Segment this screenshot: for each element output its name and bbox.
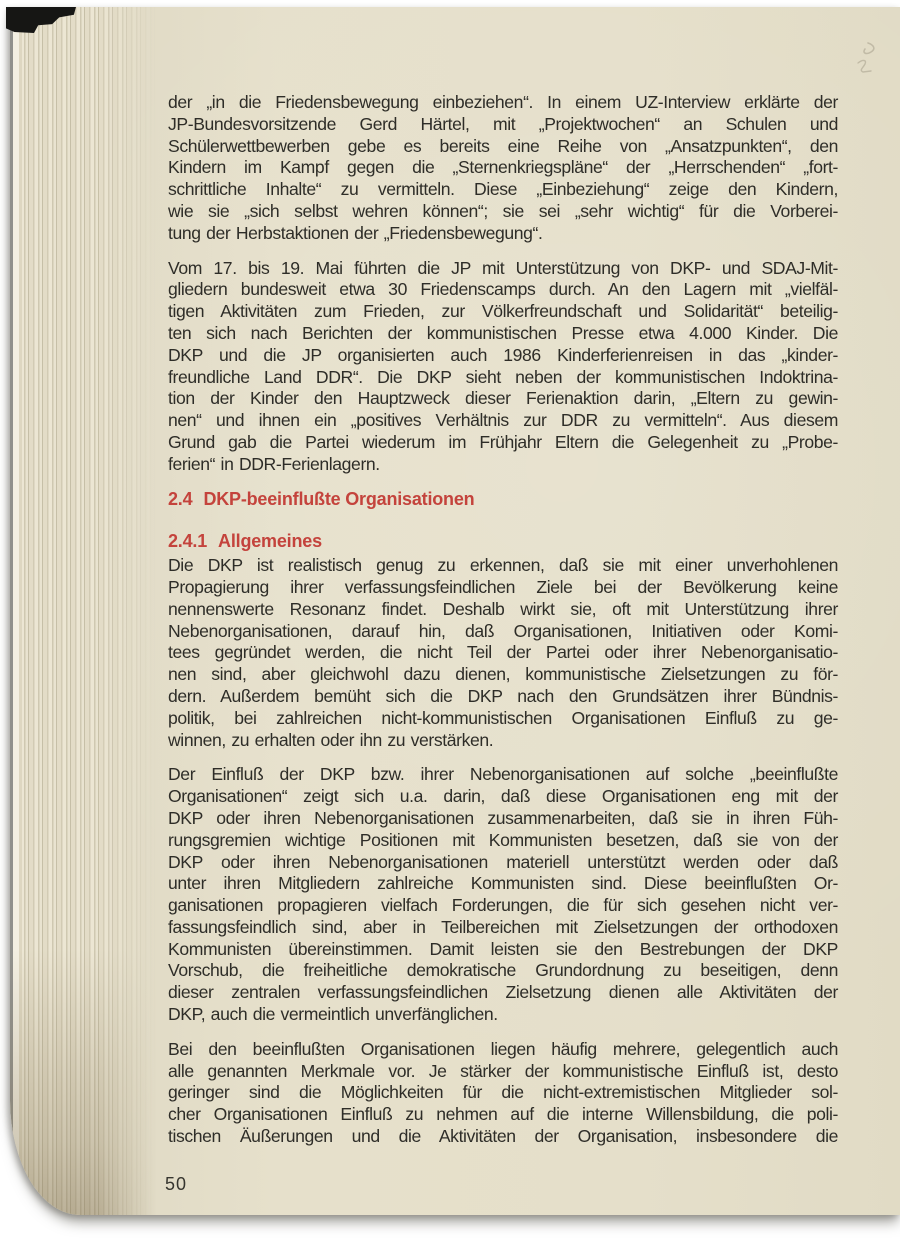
text-line: Bei den beeinflußten Organisationen liegen häufig mehrere, gelegentlich auch <box>168 1038 838 1059</box>
text-line: tees gegründet werden, die nicht Teil der Partei oder ihrer Nebenorganisatio- <box>168 642 838 663</box>
text-line: gliedern bundesweit etwa 30 Friedenscamps durch. An den Lagern mit „vielfäl- <box>168 279 838 300</box>
text-line: Die DKP ist realistisch genug zu erkennen, daß sie mit einer unverhohlenen <box>168 555 838 576</box>
text-line: unter ihren Mitgliedern zahlreiche Kommunisten sind. Diese beeinflußten Or- <box>168 873 838 894</box>
text-line: schrittliche Inhalte“ zu vermitteln. Diese „Einbeziehung“ zeige den Kindern, <box>168 179 838 200</box>
text-line: tigen Aktivitäten zum Frieden, zur Völkerfreundschaft und Solidarität“ beteilig- <box>168 301 838 322</box>
text-line: nennenswerte Resonanz findet. Deshalb wirkt sie, oft mit Unterstützung ihrer <box>168 598 838 619</box>
text-line: tion der Kinder den Hauptzweck dieser Ferienaktion darin, „Eltern zu gewin- <box>168 388 838 409</box>
text-line: ferien“ in DDR-Ferienlagern. <box>168 453 380 474</box>
paragraph-3 <box>168 555 838 751</box>
text-line: Grund gab die Partei wiederum im Frühjahr Eltern die Gelegenheit zu „Probe- <box>168 431 838 452</box>
page-edges-stack <box>10 7 160 1215</box>
text-column <box>168 92 838 1161</box>
paragraph-4 <box>168 764 838 1026</box>
text-line: freundliche Land DDR“. Die DKP sieht neben der kommunistischen Indoktrina- <box>168 366 838 387</box>
text-line: tung der Herbstaktionen der „Friedensbewegung“. <box>168 222 543 243</box>
paragraph-2 <box>168 258 838 476</box>
text-line: alle genannten Merkmale vor. Je stärker der kommunistische Einfluß ist, desto <box>168 1060 838 1081</box>
text-line: cher Organisationen Einfluß zu nehmen auf die interne Willensbildung, die poli- <box>168 1104 838 1125</box>
text-line: fassungsfeindlich sind, aber in Teilbereichen mit Zielsetzungen der orthodoxen <box>168 916 838 937</box>
text-line: Nebenorganisationen, darauf hin, daß Organisationen, Initiativen oder Komi- <box>168 620 838 641</box>
text-line: Propagierung ihrer verfassungsfeindlichen Ziele bei der Bevölkerung keine <box>168 576 838 597</box>
text-line: Organisationen“ zeigt sich u.a. darin, daß diese Organisationen eng mit der <box>168 786 838 807</box>
text-line: DKP oder ihren Nebenorganisationen materiell unterstützt werden oder daß <box>168 851 838 872</box>
section-heading-2-4-1 <box>168 531 838 553</box>
text-line: winnen, zu erhalten oder ihn zu verstärken. <box>168 729 494 750</box>
text-line: Kommunisten übereinstimmen. Damit leisten sie den Bestrebungen der DKP <box>168 938 838 959</box>
text-line: DKP, auch die vermeintlich unverfänglichen. <box>168 1004 498 1025</box>
text-line: Kindern im Kampf gegen die „Sternenkriegspläne“ der „Herrschenden“ „fort- <box>168 157 838 178</box>
book-page <box>10 7 900 1215</box>
text-line: tischen Äußerungen und die Aktivitäten der Organisation, insbesondere die <box>168 1126 838 1147</box>
text-line: DKP oder ihren Nebenorganisationen zusammenarbeiten, daß sie in ihren Füh- <box>168 807 838 828</box>
section-title: Allgemeines <box>218 531 322 552</box>
text-line: ten sich nach Berichten der kommunistischen Presse etwa 4.000 Kinder. Die <box>168 322 838 343</box>
section-heading-2-4 <box>168 489 838 511</box>
paragraph-5 <box>168 1039 838 1148</box>
text-line: Vom 17. bis 19. Mai führten die JP mit Unterstützung von DKP- und SDAJ-Mit- <box>168 257 838 278</box>
section-number: 2.4.1 <box>168 531 208 552</box>
text-line: wie sie „sich selbst wehren können“; sie sei „sehr wichtig“ für die Vorberei- <box>168 200 838 221</box>
text-line: JP-Bundesvorsitzende Gerd Härtel, mit „Projektwochen“ an Schulen und <box>168 113 838 134</box>
text-line: politik, bei zahlreichen nicht-kommunistischen Organisationen Einfluß zu ge- <box>168 707 838 728</box>
text-line: dieser zentralen verfassungsfeindlichen Zielsetzung dienen alle Aktivitäten der <box>168 982 838 1003</box>
pencil-mark <box>844 37 886 89</box>
text-line: dern. Außerdem bemüht sich die DKP nach den Grundsätzen ihrer Bündnis- <box>168 685 838 706</box>
text-line: nen sind, aber gleichwohl dazu dienen, kommunistische Zielsetzungen zu för- <box>168 664 838 685</box>
text-line: rungsgremien wichtige Positionen mit Kommunisten besetzen, daß sie von der <box>168 829 838 850</box>
section-title: DKP-beeinflußte Organisationen <box>203 488 475 509</box>
paragraph-1 <box>168 92 838 245</box>
text-line: Schülerwettbewerben gebe es bereits eine Reihe von „Ansatzpunkten“, den <box>168 135 838 156</box>
text-line: der „in die Friedensbewegung einbeziehen“. In einem UZ-Interview erklärte der <box>168 92 838 112</box>
text-line: ganisationen propagieren vielfach Forderungen, die für sich gesehen nicht ver- <box>168 895 838 916</box>
text-line: nen“ und ihnen ein „positives Verhältnis zur DDR zu vermitteln“. Aus diesem <box>168 410 838 431</box>
text-line: Der Einfluß der DKP bzw. ihrer Nebenorganisationen auf solche „beeinflußte <box>168 764 838 785</box>
page-number: 50 <box>165 1174 188 1194</box>
text-line: geringer sind die Möglichkeiten für die nicht-extremistischen Mitglieder sol- <box>168 1082 838 1103</box>
text-line: DKP und die JP organisierten auch 1986 Kinderferienreisen in das „kinder- <box>168 344 838 365</box>
text-line: Vorschub, die freiheitliche demokratische Grundordnung zu beseitigen, denn <box>168 960 838 981</box>
section-number: 2.4 <box>168 488 193 509</box>
